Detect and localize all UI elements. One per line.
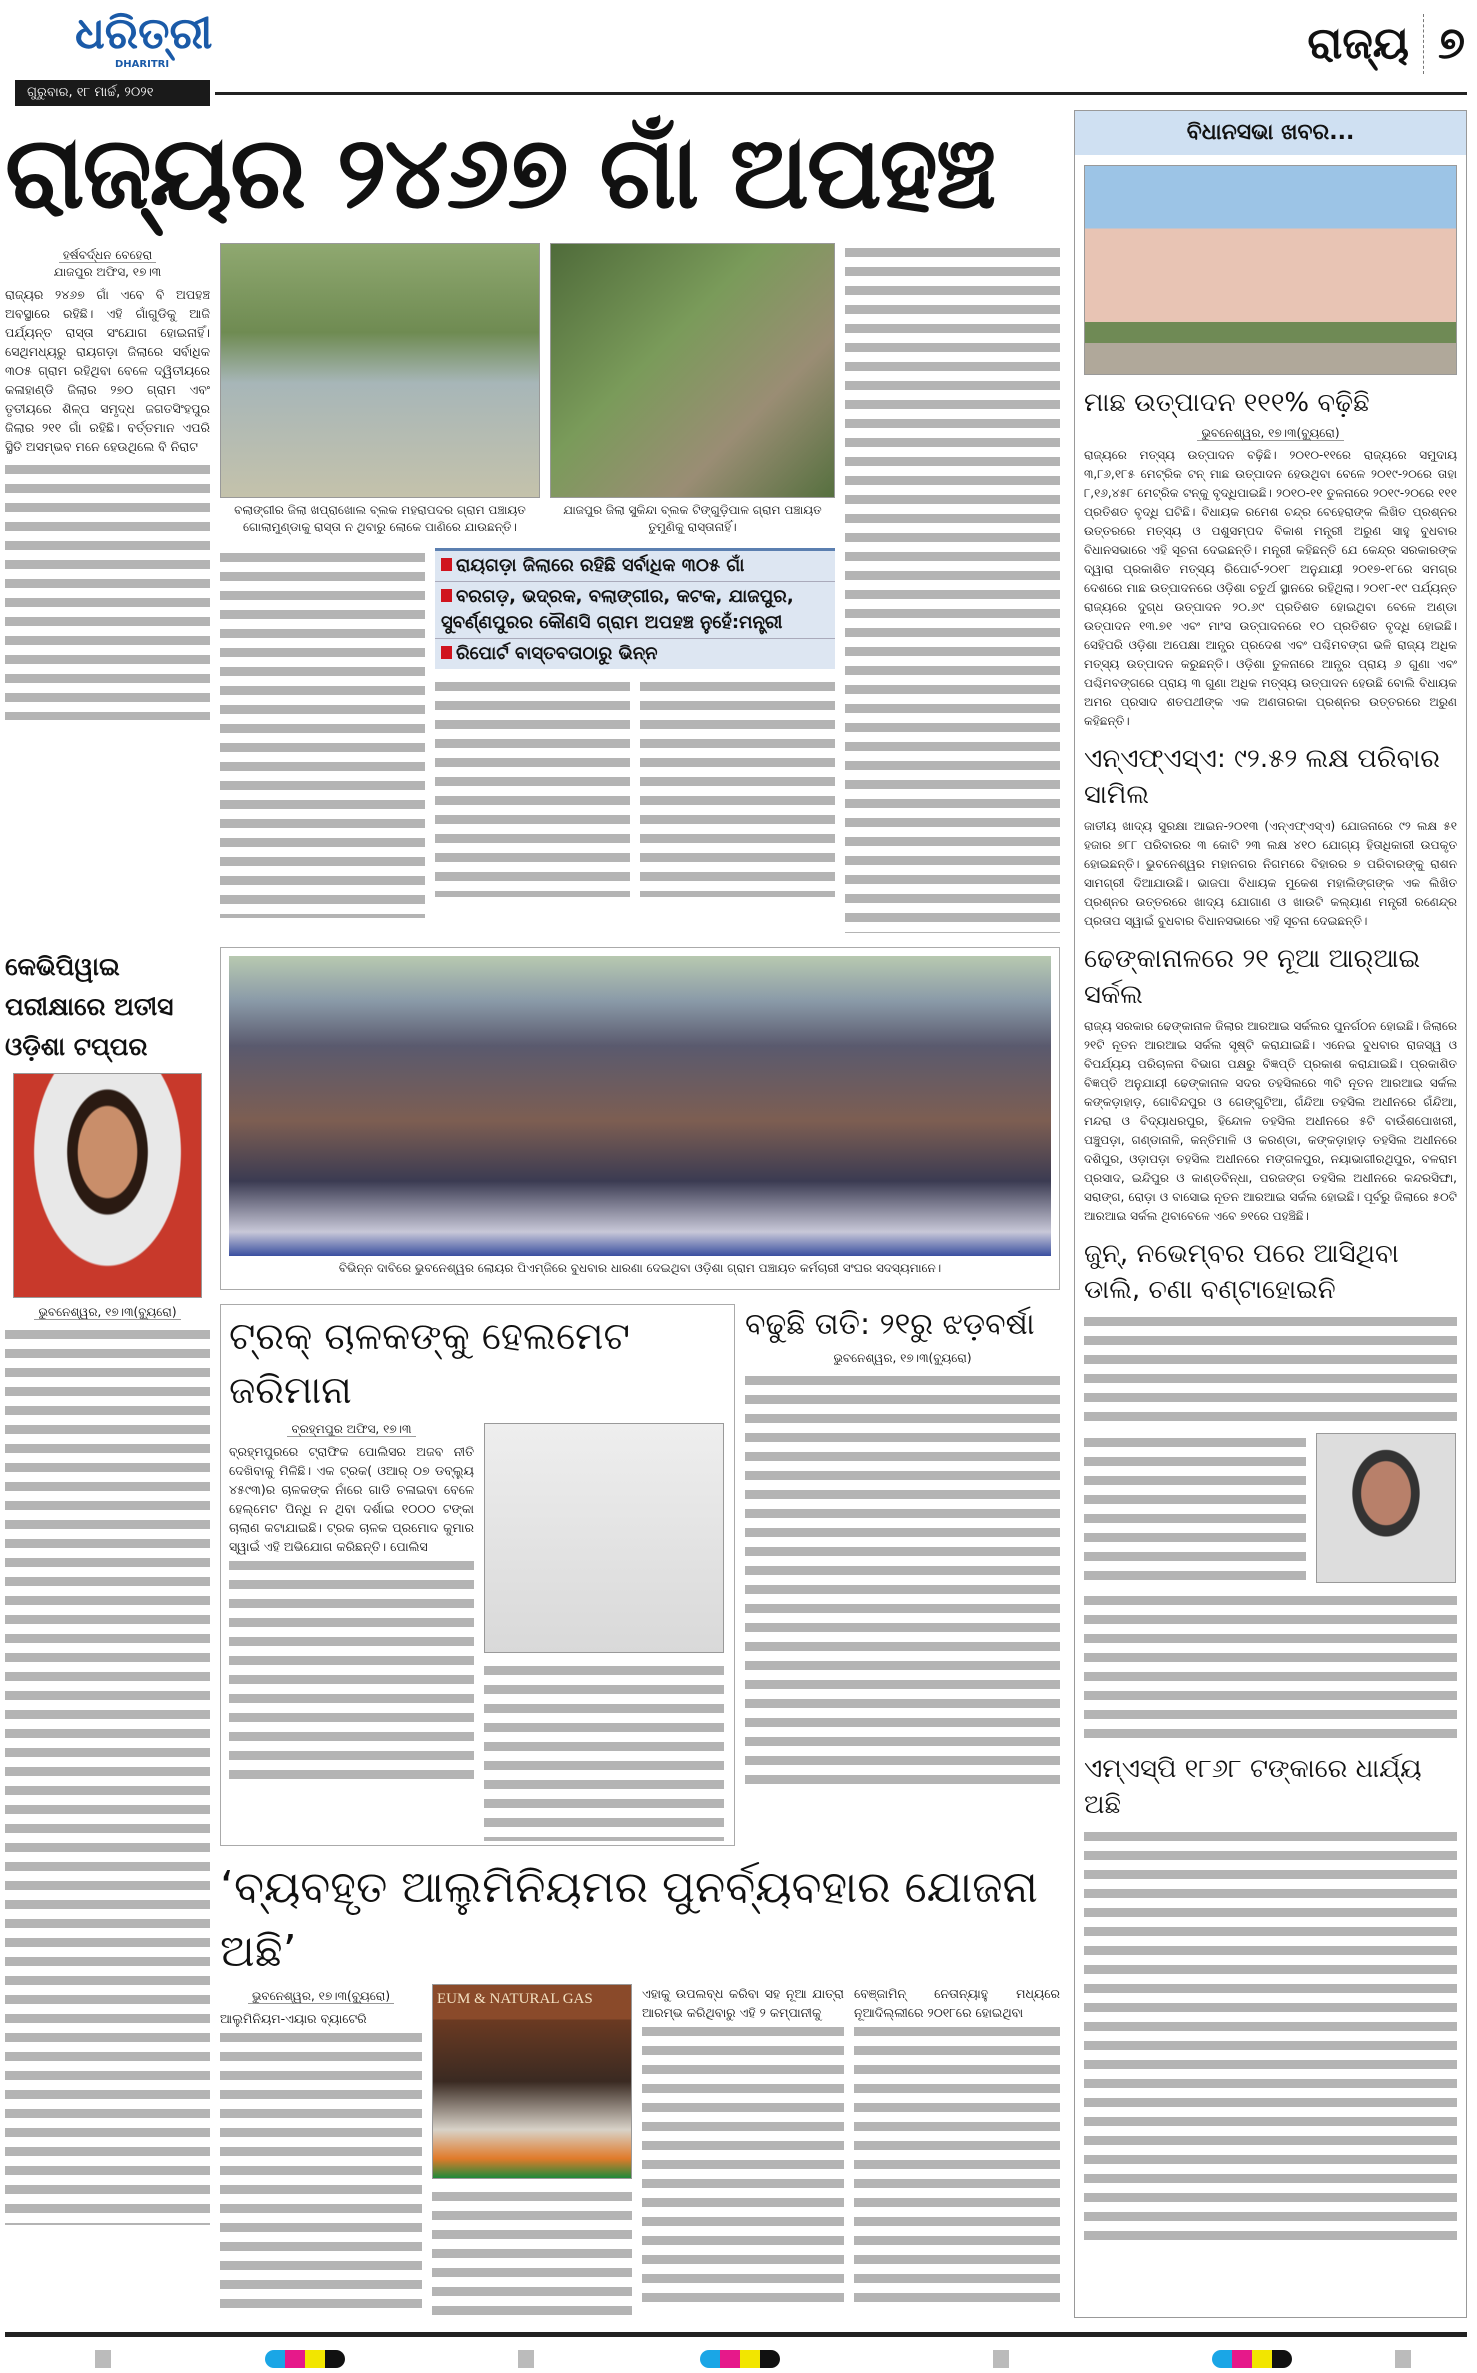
bullet-icon: [441, 646, 452, 659]
aluminium-cols: [220, 1984, 1060, 2318]
kvpy-photo: [13, 1073, 202, 1298]
registration-mark: [95, 2350, 111, 2368]
lead-col1: [5, 243, 210, 933]
kvpy-body: [5, 1325, 210, 2225]
left-area: [5, 110, 1060, 2318]
pulses-body: [1084, 1312, 1457, 1427]
assembly-building-photo: [1084, 165, 1457, 375]
pulses-body-2: [1084, 1433, 1306, 1585]
logo-english: DHARITRI: [115, 59, 170, 70]
aluminium-col2: [432, 1984, 632, 2318]
lead-photo-1-wrap: [220, 243, 540, 540]
lead-body-col4: [640, 677, 835, 897]
aluminium-col3-start: ଏହାକୁ ଉପଲବ୍ଧ କରିବା ସହ ନୂଆ ଯାତ୍ରା ଆରମ୍ଭ କରିଥିବାରୁ ଏହି ୨ କମ୍ପାନୀକୁ: [642, 1986, 844, 2020]
lower-right: [220, 947, 1060, 2318]
lead-caption-1: ବଲାଙ୍ଗୀର ଜିଲା ଖପ୍ରାଖୋଲ ବ୍ଲକ ମହରାପଦର ଗ୍ରାମ ପଞ୍ଚାୟତ ଗୋଲାମୁଣ୍ଡାକୁ ରାସ୍ତା ନ ଥିବାରୁ ଲୋକେ ପାଣିରେ ଯାଉଛନ୍ତି।: [234, 503, 526, 534]
aluminium-body-col1: [220, 2028, 422, 2318]
highlight-text: ରିପୋର୍ଟ ବାସ୍ତବତାଠାରୁ ଭିନ୍ନ: [456, 643, 658, 664]
lead-headline: ରାଜ୍ୟର ୨୪୬୭ ଗାଁ ଅପହଞ୍ଚ: [5, 114, 995, 231]
top-rule: [215, 92, 1467, 95]
pulses-row: [1084, 1433, 1457, 1585]
lead-photo-2: [550, 243, 835, 498]
challan-document-photo: [484, 1423, 724, 1653]
lead-body-col2: [220, 548, 425, 918]
aluminium-body-col3: [642, 2022, 844, 2312]
aluminium-col1: [220, 1984, 422, 2318]
logo-text: ଧରିତ୍ରୀ: [75, 8, 213, 59]
lead-photos: [220, 243, 835, 540]
masthead-logo[interactable]: [75, 8, 245, 78]
lead-byline: [5, 247, 210, 281]
aluminium-col4-start: ବେଞ୍ଜାମିନ୍ ନେତାନ୍ୟାହୁ ମଧ୍ୟରେ ନୂଆଦିଲ୍ଲୀରେ ୨୦୧୮ରେ ହୋଇଥିବା: [854, 1986, 1060, 2020]
color-bar: [265, 2350, 345, 2368]
kvpy-headline: କେଭିପିୱାଇ ପରୀକ୍ଷାରେ ଅତୀସ ଓଡ଼ିଶା ଟପ୍ପର: [5, 952, 174, 1061]
lead-highlights: [435, 548, 835, 669]
assembly-news-box: [1074, 110, 1467, 2318]
fish-headline: ମାଛ ଉତ୍ପାଦନ ୧୧୧% ବଢ଼ିଛି: [1084, 388, 1370, 418]
bullet-icon: [441, 558, 452, 571]
truck-article-box: [220, 1304, 735, 1846]
aluminium-photo: [432, 1984, 632, 2179]
pulses-headline: ଜୁନ୍, ନଭେମ୍ବର ପରେ ଆସିଥିବା ଡାଲି, ଚଣା ବଣ୍ଟାହୋଇନି: [1084, 1239, 1399, 1305]
lead-photo-1: [220, 243, 540, 498]
lead-photo-2-wrap: [550, 243, 835, 540]
bullet-icon: [441, 589, 452, 602]
aluminium-body-col4: [854, 2022, 1060, 2312]
truck-col2: [484, 1417, 724, 1841]
truck-headline: ଟ୍ରକ୍ ଚାଳକଙ୍କୁ ହେଲମେଟ ଜରିମାନା: [229, 1314, 630, 1412]
aluminium-col3: [642, 1984, 844, 2318]
heat-article: [745, 1304, 1060, 1846]
dateline: ଭୁବନେଶ୍ୱର, ୧୭।୩(ବ୍ୟୁରୋ): [248, 1989, 394, 2004]
truck-col1: [229, 1417, 474, 1841]
dateline: ଭୁବନେଶ୍ୱର, ୧୭।୩(ବ୍ୟୁରୋ): [833, 1351, 972, 1365]
photo-sign-text: EUM & NATURAL GAS: [437, 1991, 593, 2007]
kvpy-article: [5, 947, 210, 2318]
assembly-news-content: [1075, 165, 1466, 2247]
highlight-item: [435, 639, 835, 669]
highlight-text: ବରଗଡ଼, ଭଦ୍ରକ, ବଲାଙ୍ଗୀର, କଟକ, ଯାଜପୁର, ସୁବର୍ଣ୍ଣପୁରର କୌଣସି ଗ୍ରାମ ଅପହଞ୍ଚ ନୁହେଁ:ମନ୍ତ୍ରୀ: [441, 586, 794, 633]
aluminium-col4: [854, 1984, 1060, 2318]
page-body: [0, 110, 1477, 2318]
aluminium-headline: ‘ବ୍ୟବହୃତ ଆଲୁମିନିୟମର ପୁନର୍ବ୍ୟବହାର ଯୋଜନା ଅଛି’: [220, 1862, 1038, 1977]
aluminium-lead: ଆଲୁମିନିୟମ-ଏୟାର ବ୍ୟାଟେରି: [220, 2011, 367, 2026]
truck-heat-row: [220, 1304, 1060, 1846]
page-footer: [0, 2328, 1477, 2373]
lead-intro: ରାଜ୍ୟର ୨୪୬୭ ଗାଁ ଏବେ ବି ଅପହଞ୍ଚ ଅବସ୍ଥାରେ ରହିଛି। ଏହି ଗାଁଗୁଡିକୁ ଆଜି ପର୍ଯ୍ୟନ୍ତ ରାସ୍ତା ସଂଯୋଗ ହୋଇନାହିଁ। ସେଥିମଧ୍ୟରୁ ରାୟଗଡ଼ା ଜିଲାରେ ସର୍ବାଧିକ ୩୦୫ ଗ୍ରାମ ରହିଥିବା ବେଳେ ଦ୍ୱିତୀୟରେ କଳାହାଣ୍ଡି ଜିଲାର ୨୭୦ ଗ୍ରାମ ଏବଂ ତୃତୀୟରେ ଶିଳ୍ପ ସମୃଦ୍ଧ ଜଗତସିଂହପୁର ଜିଲାର ୨୧୧ ଗାଁ ରହିଛି। ବର୍ତ୍ତମାନ ଏପରି ସ୍ଥିତି ଅସମ୍ଭବ ମନେ ହେଉଥିଲେ ବି ନିରାଟ: [5, 287, 210, 454]
masthead: [0, 0, 1477, 110]
truck-cols: [229, 1417, 726, 1841]
color-bar: [1212, 2350, 1292, 2368]
section-name: ରାଜ୍ୟ: [1307, 18, 1410, 69]
lead-article: [5, 243, 1060, 933]
section-label: [1307, 14, 1465, 74]
dateline: ବ୍ରହ୍ମପୁର ଅଫିସ, ୧୭।୩: [287, 1422, 415, 1437]
aluminium-dateline: [220, 1988, 422, 2005]
lower-section: [5, 947, 1060, 2318]
truck-body-cont: [229, 1556, 474, 1786]
fish-body: ରାଜ୍ୟରେ ମତ୍ସ୍ୟ ଉତ୍ପାଦନ ବଢ଼ିଛି। ୨୦୧୦-୧୧ରେ ରାଜ୍ୟରେ ସମୁଦାୟ ୩,୮୬,୧୮୫ ମେଟ୍ରିକ ଟନ୍ ମାଛ ଉତ୍ପାଦନ ହେଉଥିବା ବେଳେ ୨୦୧୯-୨୦ରେ ତାହା ୮,୧୬,୪୫୮ ମେଟ୍ରିକ ଟନ୍‌କୁ ବୃଦ୍ଧିପାଇଛି। ୨୦୧୦-୧୧ ତୁଳନାରେ ୨୦୧୯-୨୦ରେ ୧୧୧ ପ୍ରତିଶତ ବୃଦ୍ଧି ଘଟିଛି। ବିଧାୟକ ରମେଶ ଚନ୍ଦ୍ର ବେହେରାଙ୍କ ଲିଖିତ ପ୍ରଶ୍ନର ଉତ୍ତରରେ ମତ୍ସ୍ୟ ଓ ପଶୁସମ୍ପଦ ବିକାଶ ମନ୍ତ୍ରୀ ଅରୁଣ ସାହୁ ବୁଧବାର ବିଧାନସଭାରେ ଏହି ସୂଚନା ଦେଇଛନ୍ତି। ମନ୍ତ୍ରୀ କହିଛନ୍ତି ଯେ କେନ୍ଦ୍ର ସରକାରଙ୍କ ଦ୍ୱାରା ପ୍ରକାଶିତ ମତ୍ସ୍ୟ ରିପୋର୍ଟ-୨୦୧୮ ଅନୁଯାୟୀ ୨୦୧୭-୧୮ରେ ସମଗ୍ର ଦେଶରେ ମାଛ ଉତ୍ପାଦନରେ ଓଡ଼ିଶା ଚତୁର୍ଥ ସ୍ଥାନରେ ରହିଥିଲା। ୨୦୧୮-୧୯ ପର୍ଯ୍ୟନ୍ତ ରାଜ୍ୟରେ ଦୁଗ୍ଧ ଉତ୍ପାଦନ ୨୦.୬୯ ପ୍ରତିଶତ ହୋଇଥିବା ବେଳେ ଅଣ୍ଡା ଉତ୍ପାଦନ ୧୩.୭୧ ଏବଂ ମାଂସ ଉତ୍ପାଦନରେ ୧୦ ପ୍ରତିଶତ ବୃଦ୍ଧି ହୋଇଛି। ସେହିପରି ଓଡ଼ିଶା ଅପେକ୍ଷା ଆନ୍ଧ୍ର ପ୍ରଦେଶ ଏବଂ ପଶ୍ଚିମବଙ୍ଗ ଭଳି ରାଜ୍ୟ ଅଧିକ ମତ୍ସ୍ୟ ଉତ୍ପାଦନ କରୁଛନ୍ତି। ଓଡ଼ିଶା ତୁଳନାରେ ଆନ୍ଧ୍ର ପ୍ରାୟ ୬ ଗୁଣା ଏବଂ ପଶ୍ଚିମବଙ୍ଗରେ ପ୍ରାୟ ୩ ଗୁଣା ଅଧିକ ମତ୍ସ୍ୟ ଉତ୍ପାଦନ ହେଉଛି ବୋଲି ବିଧାୟକ ଅମର ପ୍ରସାଦ ଶତପଥୀଙ୍କ ଏକ ଅଣତାରକା ପ୍ରଶ୍ନର ଉତ୍ତରରେ ଅରୁଣ କହିଛନ୍ତି।: [1084, 448, 1457, 728]
lead-body-col3: [435, 677, 630, 897]
lead-cols-34: [435, 677, 835, 897]
dateline: ଭୁବନେଶ୍ୱର, ୧୭।୩(ବ୍ୟୁରୋ): [34, 1305, 180, 1320]
minister-photo: [1316, 1433, 1456, 1583]
registration-mark: [518, 2350, 534, 2368]
kvpy-dateline: [5, 1304, 210, 1321]
lead-middle: [220, 243, 835, 933]
assembly-news-header: ବିଧାନସଭା ଖବର...: [1075, 111, 1466, 155]
pulses-body-3: [1084, 1591, 1457, 1741]
highlight-text: ରାୟଗଡ଼ା ଜିଲାରେ ରହିଛି ସର୍ବାଧିକ ୩୦୫ ଗାଁ: [456, 555, 745, 576]
truck-dateline: [229, 1421, 474, 1438]
lead-body-col1: [5, 460, 210, 720]
lead-body-col5: [845, 243, 1060, 933]
highlight-item: [435, 551, 835, 582]
nfsa-body: ଜାତୀୟ ଖାଦ୍ୟ ସୁରକ୍ଷା ଆଇନ-୨୦୧୩ (ଏନ୍‌ଏଫ୍‌ଏସ୍‌ଏ) ଯୋଜନାରେ ୯୨ ଲକ୍ଷ ୫୧ ହଜାର ୭୮୮ ପରିବାରର ୩ କୋଟି ୨୩ ଲକ୍ଷ ୪୧୦ ଯୋଗ୍ୟ ହିତାଧିକାରୀ ଉପକୃତ ହୋଇଛନ୍ତି। ଭୁବନେଶ୍ୱର ମହାନଗର ନିଗମରେ ବିହାରର ୭ ପରିବାରଙ୍କୁ ରାଶନ ସାମଗ୍ରୀ ଦିଆଯାଉଛି। ଭାଜପା ବିଧାୟକ ମୁକେଶ ମହାଲିଙ୍ଗଙ୍କ ଏକ ଲିଖିତ ପ୍ରଶ୍ନର ଉତ୍ତରରେ ଖାଦ୍ୟ ଯୋଗାଣ ଓ ଖାଉଟି କଲ୍ୟାଣ ମନ୍ତ୍ରୀ ରଣେନ୍ଦ୍ର ପ୍ରତାପ ସ୍ୱାଇଁ ବୁଧବାର ବିଧାନସଭାରେ ଏହି ସୂଚନା ଦେଇଛନ୍ତି।: [1084, 819, 1457, 928]
dateline: ଯାଜପୁର ଅଫିସ, ୧୭।୩: [53, 265, 162, 279]
registration-mark: [1395, 2350, 1411, 2368]
page-number: ୭: [1423, 14, 1465, 74]
truck-body-col2: [484, 1661, 724, 1841]
msp-headline: ଏମ୍‌ଏସ୍‌ପି ୧୮୬୮ ଟଙ୍କାରେ ଧାର୍ଯ୍ୟ ଅଛି: [1084, 1754, 1422, 1820]
issue-date: ଗୁରୁବାର, ୧୮ ମାର୍ଚ୍ଚ, ୨୦୨୧: [15, 80, 210, 106]
author: ହର୍ଷବର୍ଦ୍ଧନ ବେହେରା: [59, 248, 156, 263]
protest-caption: ବିଭିନ୍ନ ଦାବିରେ ଭୁବନେଶ୍ୱର ଲୋୟର ପିଏମ୍‌ଜିରେ ବୁଧବାର ଧାରଣା ଦେଇଥିବା ଓଡ଼ିଶା ଗ୍ରାମ ପଞ୍ଚାୟତ କର୍ମଚାରୀ ସଂଘର ସଦସ୍ୟମାନେ।: [338, 1261, 942, 1275]
fish-dateline: [1084, 425, 1457, 442]
dhenkanal-headline: ଢେଙ୍କାନାଳରେ ୨୧ ନୂଆ ଆର୍‌ଆଇ ସର୍କଲ: [1084, 944, 1421, 1010]
protest-photo: [229, 956, 1051, 1256]
protest-photo-box: [220, 947, 1060, 1290]
msp-body: [1084, 1827, 1457, 2247]
heat-dateline: [745, 1350, 1060, 1367]
lead-caption-2: ଯାଜପୁର ଜିଲା ସୁକିନ୍ଦା ବ୍ଲକ ଟିଙ୍ଗୁଡ଼ିପାଳ ଗ୍ରାମ ପଞ୍ଚାୟତ ତୁମୁଣିକୁ ରାସ୍ତାନାହିଁ।: [563, 503, 822, 534]
color-bar: [700, 2350, 780, 2368]
aluminium-body-col2: [432, 2187, 632, 2317]
heat-headline: ବଢୁଛି ତାତି: ୨୧ରୁ ଝଡ଼ବର୍ଷା: [745, 1307, 1035, 1342]
lead-lower-right: [435, 540, 835, 918]
dhenkanal-body: ରାଜ୍ୟ ସରକାର ଢେଙ୍କାନାଳ ଜିଲାର ଆରଆଇ ସର୍କଲର ପୁନର୍ଗଠନ ହୋଇଛି। ଜିଲାରେ ୨୧ଟି ନୂତନ ଆରଆଇ ସର୍କଲ ସୃଷ୍ଟି କରାଯାଇଛି। ଏନେଇ ବୁଧବାର ରାଜସ୍ୱ ଓ ବିପର୍ଯ୍ୟୟ ପରିଚାଳନା ବିଭାଗ ପକ୍ଷରୁ ବିଜ୍ଞପ୍ତି ପ୍ରକାଶ କରାଯାଇଛି। ପ୍ରକାଶିତ ବିଜ୍ଞପ୍ତି ଅନୁଯାୟୀ ଢେଙ୍କାନାଳ ସଦର ତହସିଲରେ ୩ଟି ନୂତନ ଆରଆଇ ସର୍କଲ କଙ୍କଡ଼ାହାଡ଼, ଗୋବିନ୍ଦପୁର ଓ ଗେଙ୍ଗୁଟିଆ, ଗଁନ୍ଦିଆ ତହସିଲ ଅଧୀନରେ ଗଁନ୍ଦିଆ, ମନ୍ଦରା ଓ ବିଦ୍ୟାଧରପୁର, ହିନ୍ଦୋଳ ତହସିଲ ଅଧୀନରେ ୫ଟି ବାଉଁଶପୋଖରୀ, ପଞ୍ଚୁପଡ଼ା, ଗଣ୍ଡାନାଳି, କନ୍ତିମାଳି ଓ କରଣ୍ଡା, କଙ୍କଡ଼ାହାଡ଼ ତହସିଲ ଅଧୀନରେ ଦଶିପୁର, ଓଡ଼ାପଡ଼ା ତହସିଲ ଅଧୀନରେ ମଙ୍ଗଳପୁର, ନୟାଭାଗୀରଥିପୁର, ବଳରାମ ପ୍ରସାଦ, ଇନ୍ଦିପୁର ଓ କାଣ୍ଡବିନ୍ଧା, ପରଜଙ୍ଗ ତହସିଲ ଅଧୀନରେ କନ୍ଦରସିଙ୍ଘା, ସରାଙ୍ଗ, ରୋଡ଼ା ଓ ବାସୋଇ ନୂତନ ଆରଆଇ ସର୍କଲ ହୋଇଛି। ପୂର୍ବରୁ ଜିଲାରେ ୫୦ଟି ଆରଆଇ ସର୍କଲ ଥିବାବେଳେ ଏବେ ୭୧ରେ ପହଞ୍ଚିଛି।: [1084, 1019, 1457, 1223]
nfsa-headline: ଏନ୍‌ଏଫ୍‌ଏସ୍‌ଏ: ୯୨.୫୨ ଲକ୍ଷ ପରିବାର ସାମିଲ: [1084, 744, 1440, 810]
truck-body: ବ୍ରହ୍ମପୁରରେ ଟ୍ରାଫିକ ପୋଲିସର ଅଜବ ନୀତି ଦେଖିବାକୁ ମିଳିଛି। ଏକ ଟ୍ରକ( ଓଆର୍ ୦୭ ଡବ୍ଲ୍ୟୁ ୪୫୯୩)ର ଚାଳକଙ୍କ ନାଁରେ ଗାଡି ଚଳାଇବା ବେଳେ ହେଲ୍‌ମେଟ ପିନ୍ଧି ନ ଥିବା ଦର୍ଶାଇ ୧୦୦୦ ଟଙ୍କା ଚାଲାଣ କଟାଯାଇଛି। ଟ୍ରକ ଚାଳକ ପ୍ରମୋଦ କୁମାର ସ୍ୱାଇଁ ଏହି ଅଭିଯୋଗ କରିଛନ୍ତି। ପୋଲିସ: [229, 1444, 474, 1554]
bottom-rule: [5, 2332, 1467, 2337]
registration-mark: [993, 2350, 1009, 2368]
heat-body: [745, 1371, 1060, 1791]
highlight-item: [435, 582, 835, 639]
lead-lower: [220, 540, 835, 918]
dateline: ଭୁବନେଶ୍ୱର, ୧୭।୩(ବ୍ୟୁରୋ): [1197, 426, 1343, 441]
